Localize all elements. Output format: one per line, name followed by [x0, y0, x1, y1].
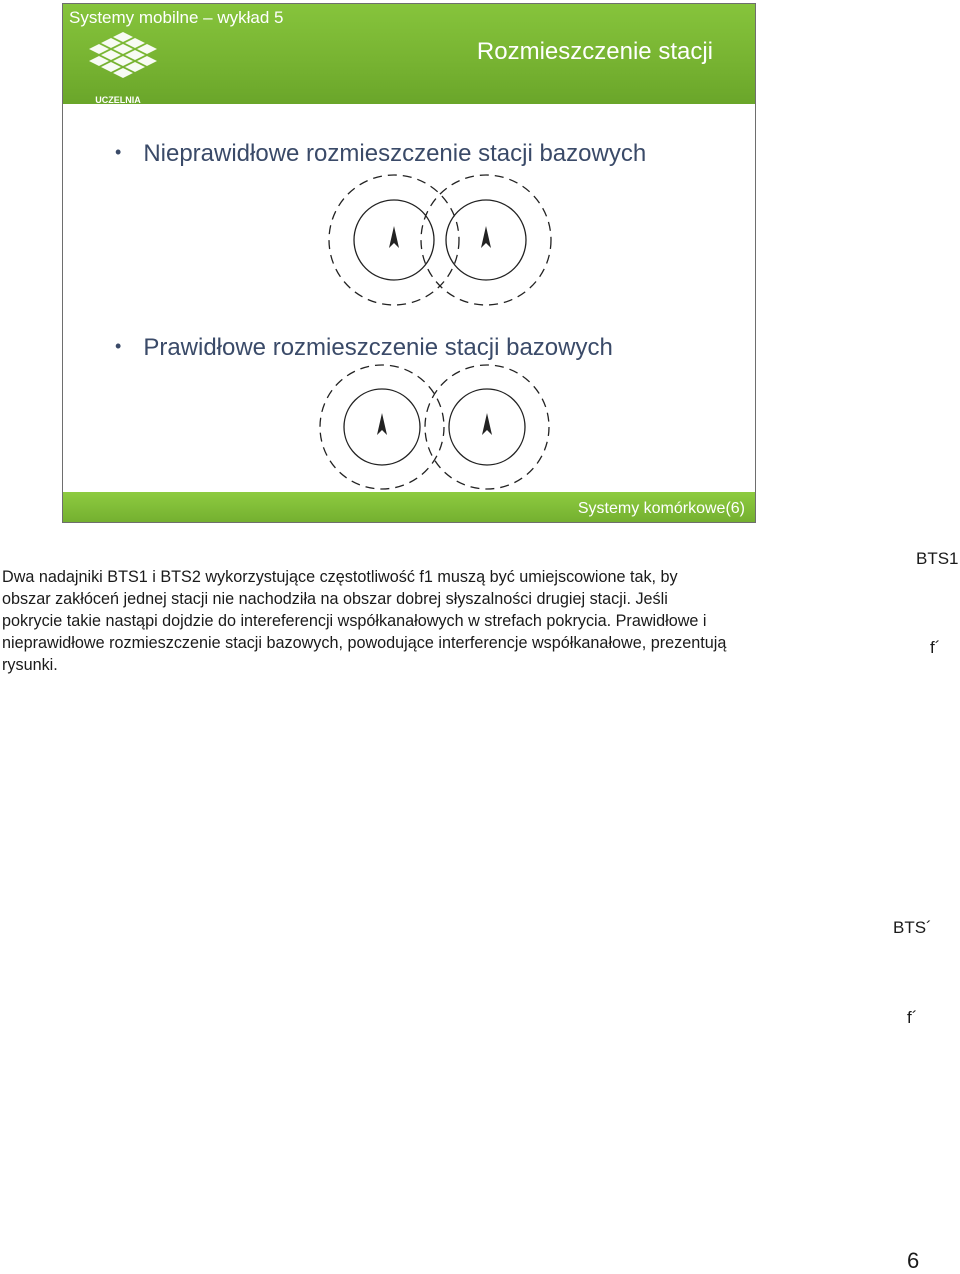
body-line: rysunki.	[2, 656, 58, 674]
bullet-text-correct: Prawidłowe rozmieszczenie stacji bazowych	[143, 334, 613, 361]
page-number: 6	[907, 1248, 920, 1273]
slide-thumbnail	[62, 3, 756, 523]
course-title: Systemy mobilne – wykład 5	[69, 8, 284, 27]
body-line: nieprawidłowe rozmieszczenie stacji bazowych, powodujące interferencje współkanałowe, prezentują	[2, 634, 727, 652]
body-line: pokrycie takie nastąpi dojdzie do intereferencji współkanałowych w strefach pokrycia. Prawidłowe i	[2, 612, 707, 630]
body-line: obszar zakłóceń jednej stacji nie nachodziła na obszar dobrej słyszalności drugiej stacji. Jeśli	[2, 590, 668, 608]
bts1-antenna-icon	[377, 413, 387, 435]
slide-title: Rozmieszczenie stacji	[476, 38, 713, 65]
footer-text: Systemy komórkowe(6)	[577, 500, 745, 517]
body-paragraph	[2, 566, 897, 676]
correct-placement-diagram	[63, 4, 756, 523]
side-label-f-top: f´	[930, 638, 941, 657]
logo-line2: ONLINE	[105, 106, 131, 112]
bullet-text-incorrect: Nieprawidłowe rozmieszczenie stacji bazowych	[143, 140, 647, 167]
side-label-bts-top: BTS1	[916, 549, 959, 568]
side-label-bts-bottom: BTS´	[893, 918, 932, 937]
body-line: Dwa nadajniki BTS1 i BTS2 wykorzystujące częstotliwość f1 muszą być umiejscowione tak, by	[2, 568, 678, 586]
bullet-dot: •	[115, 336, 122, 356]
logo-line1: UCZELNIA	[95, 95, 141, 105]
side-label-f-bottom: f´	[907, 1008, 918, 1027]
slide-footer	[63, 492, 755, 522]
bullet-dot: •	[115, 142, 122, 162]
bts2-antenna-icon	[482, 413, 492, 435]
